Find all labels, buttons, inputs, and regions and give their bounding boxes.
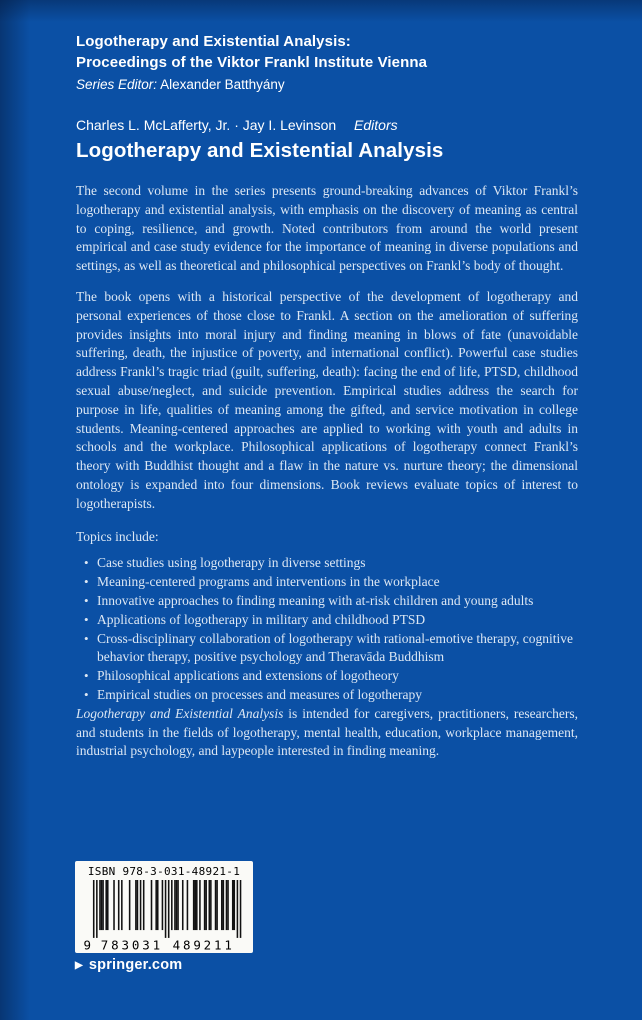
cover-header <box>76 31 584 164</box>
topic-item: • Meaning-centered programs and interventions in the workplace <box>76 573 578 592</box>
topics-heading: Topics include: <box>76 528 159 544</box>
book-title: Logotherapy and Existential Analysis <box>76 139 444 162</box>
isbn-barcode-box <box>75 861 253 953</box>
back-cover-description <box>76 182 578 761</box>
topic-item: • Empirical studies on processes and measures of logotherapy <box>76 686 578 705</box>
audience-text: is intended for caregivers, practitioners, researchers, and students in the fields of logotherapy, mental health, education, workplace management, industrial psychology, and laypeople interested in finding meaning. <box>76 705 578 759</box>
ean-barcode <box>82 880 246 952</box>
series-editor-line <box>76 75 584 95</box>
springer-arrow-icon: ▶ <box>75 960 83 971</box>
svg-text:783031: 783031 <box>100 937 161 952</box>
topic-item: • Philosophical applications and extensions of logotheory <box>76 667 578 686</box>
audience-paragraph <box>76 705 578 761</box>
series-editor-name: Alexander Batthyány <box>160 77 285 92</box>
publisher-url: springer.com <box>88 957 183 973</box>
series-title-line1: Logotherapy and Existential Analysis: <box>76 33 351 50</box>
publisher-link-line <box>75 957 182 973</box>
series-title-line2: Proceedings of the Viktor Frankl Institute Vienna <box>76 54 428 71</box>
topic-item: • Innovative approaches to finding meaning with at-risk children and young adults <box>76 592 578 611</box>
topic-item: • Cross-disciplinary collaboration of logotherapy with rational-emotive therapy, cognitive behavior therapy, positive psychology and Theravāda Buddhism <box>76 630 578 668</box>
topic-item: • Applications of logotherapy in military and childhood PTSD <box>76 611 578 630</box>
topics-list <box>76 554 578 704</box>
author-names: Charles L. McLafferty, Jr. · Jay I. Levinson <box>76 117 337 133</box>
editors-label: Editors <box>354 117 398 133</box>
audience-book-title: Logotherapy and Existential Analysis <box>76 705 284 721</box>
authors-line <box>76 116 584 135</box>
svg-text:489211: 489211 <box>172 937 232 952</box>
svg-text:9: 9 <box>83 937 92 952</box>
description-paragraph-2: The book opens with a historical perspective of the development of logotherapy and personal experiences of those close to Frankl. A section on the amelioration of suffering provides insights into moral injury and finding meaning in blows of fate (unavoidable suffering, death, the injustice of poverty, and international conflict). Powerful case studies address Frankl’s tragic triad (guilt, suffering, death): facing the end of life, PTSD, childhood sexual abuse/neglect, and suicide prevention. Empirical studies address the search for purpose in life, qualities of meaning among the gifted, and service motivation in college students. Meaning-centered approaches are applied to working with youth and adults in schools and the workplace. Philosophical applications of logotherapy connect Frankl’s theory with Buddhist thought and a flaw in the nature vs. nurture theory; the dimensional ontology is expanded into four dimensions. Book reviews evaluate topics of interest to logotherapists. <box>76 288 578 511</box>
series-editor-label: Series Editor: <box>76 77 158 92</box>
description-paragraph-1: The second volume in the series presents ground-breaking advances of Viktor Frankl’s logotherapy and existential analysis, with emphasis on the discovery of meaning as central to coping, resilience, and growth. Noted contributors from around the world present empirical and case study evidence for the importance of meaning in diverse populations and settings, as well as theoretical and philosophical perspectives on Frankl’s body of thought. <box>76 183 578 274</box>
topic-item: • Case studies using logotherapy in diverse settings <box>76 554 578 573</box>
isbn-number: ISBN 978-3-031-48921-1 <box>87 865 241 878</box>
